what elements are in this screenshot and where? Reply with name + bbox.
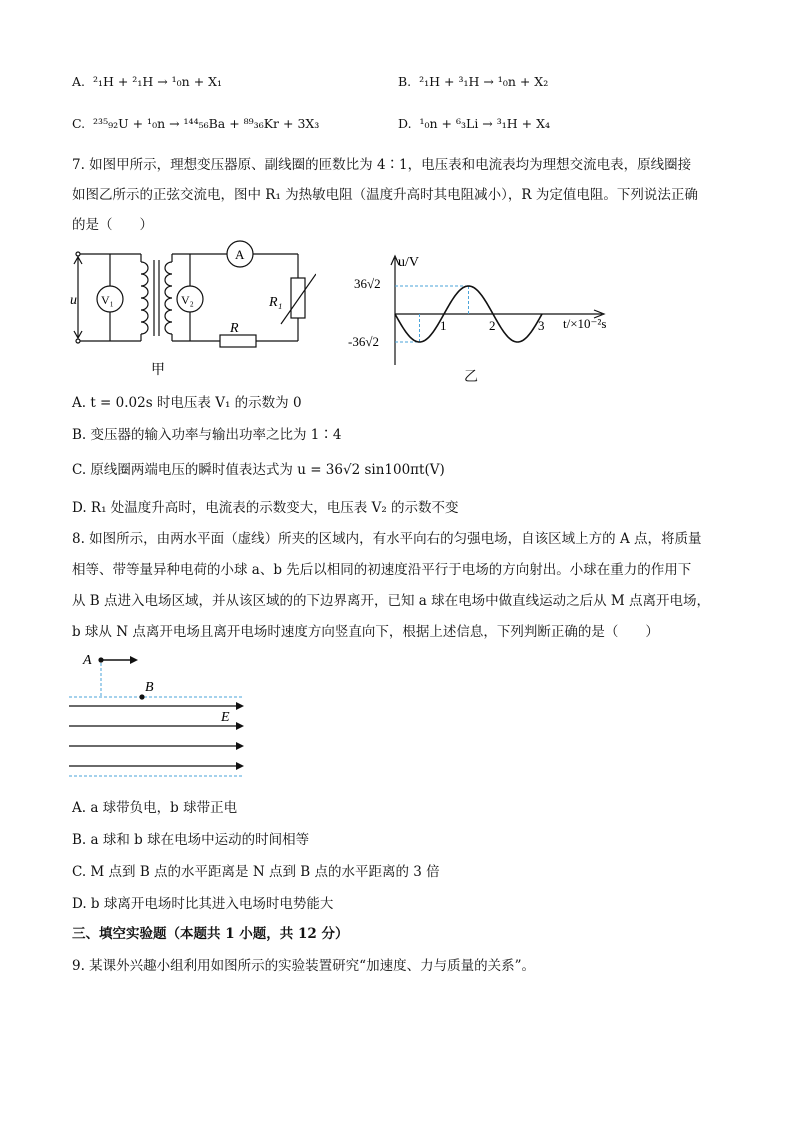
y-axis-label: u/V [398,255,419,270]
q8-option-d: D. b 球离开电场时比其进入电场时电势能大 [72,896,334,912]
x-axis-label: t/×10⁻²s [563,316,607,331]
q6-option-a-equation: ²₁H + ²₁H → ¹₀n + X₁ [92,74,223,89]
a-label: A [235,247,245,262]
q8-option-a: A. a 球带负电，b 球带正电 [72,800,238,816]
q6-option-c-equation: ²³⁵₉₂U + ¹₀n → ¹⁴⁴₅₆Ba + ⁸⁹₃₆Kr + 3X₃ [93,116,320,131]
figure-jia-circuit [66,240,316,380]
q9-stem: 9. 某课外兴趣小组利用如图所示的实验装置研究“加速度、力与质量的关系”。 [72,958,535,974]
y-min-tick: -36√2 [348,334,379,349]
figure-yi-chart [340,250,640,385]
q6-option-c: C. ²³⁵₉₂U + ¹₀n → ¹⁴⁴₅₆Ba + ⁸⁹₃₆Kr + 3X₃ [72,116,320,131]
q7-stem-line-2: 如图乙所示的正弦交流电，图中 R₁ 为热敏电阻（温度升高时其电阻减小），R 为定值电阻。下列说法正确 [72,187,698,203]
q6-option-a: A. ²₁H + ²₁H → ¹₀n + X₁ [72,74,223,89]
rt-label: R₁ [269,295,283,310]
v1-label: V₁ [101,293,114,307]
q6-option-b: B. ²₁H + ³₁H → ¹₀n + X₂ [398,74,549,89]
point-b-dot [139,694,144,699]
y-max-tick: 36√2 [354,276,381,291]
r-label: R [230,321,239,336]
q8-stem-line-2: 相等、带等量异种电荷的小球 a、b 先后以相同的初速度沿平行于电场的方向射出。小球在重力的作用下 [72,562,692,578]
field-lines [69,706,236,766]
section-3-heading: 三、填空实验题（本题共 1 小题，共 12 分） [72,926,349,942]
q7-option-c: C. 原线圈两端电压的瞬时值表达式为 u = 36√2 sin100πt(V) [72,462,445,478]
u-label: u [70,293,77,308]
x-tick-label: 1 [440,318,447,333]
q7-option-d: D. R₁ 处温度升高时，电流表的示数变大，电压表 V₂ 的示数不变 [72,500,459,516]
q6-option-d-equation: ¹₀n + ⁶₃Li → ³₁H + X₄ [419,116,551,131]
q6-option-d: D. ¹₀n + ⁶₃Li → ³₁H + X₄ [398,116,551,131]
initial-velocity-arrow [130,656,138,664]
q7-option-a: A. t = 0.02s 时电压表 V₁ 的示数为 0 [72,395,302,411]
figure-q8-field [66,645,256,785]
q8-stem-line-4: b 球从 N 点离开电场且离开电场时速度方向竖直向下，根据上述信息，下列判断正确的是（ ） [72,624,659,640]
q7-option-b: B. 变压器的输入功率与输出功率之比为 1∶4 [72,427,342,443]
q8-stem-line-3: 从 B 点进入电场区域，并从该区域的的下边界离开，已知 a 球在电场中做直线运动之后从 M 点离开电场， [72,593,711,609]
q8-option-b: B. a 球和 b 球在电场中运动的时间相等 [72,832,310,848]
point-a-label: A [83,653,92,668]
q8-option-c: C. M 点到 B 点的水平距离是 N 点到 B 点的水平距离的 3 倍 [72,864,440,880]
x-tick-label: 3 [538,318,545,333]
q7-stem-line-3: 的是（ ） [72,217,153,233]
v2-label: V₂ [181,293,194,307]
field-e-label: E [221,710,230,725]
q6-option-b-equation: ²₁H + ³₁H → ¹₀n + X₂ [419,74,549,89]
q8-stem-line-1: 8. 如图所示，由两水平面（虚线）所夹的区域内，有水平向右的匀强电场，自该区域上方的 A 点，将质量 [72,531,702,547]
q7-stem-line-1: 7. 如图甲所示，理想变压器原、副线圈的匝数比为 4∶1，电压表和电流表均为理想交流电表，原线圈接 [72,157,692,173]
x-tick-label: 2 [489,318,496,333]
figure-jia-caption: 甲 [151,363,165,378]
point-b-label: B [145,680,154,695]
figure-yi-caption: 乙 [464,369,478,385]
